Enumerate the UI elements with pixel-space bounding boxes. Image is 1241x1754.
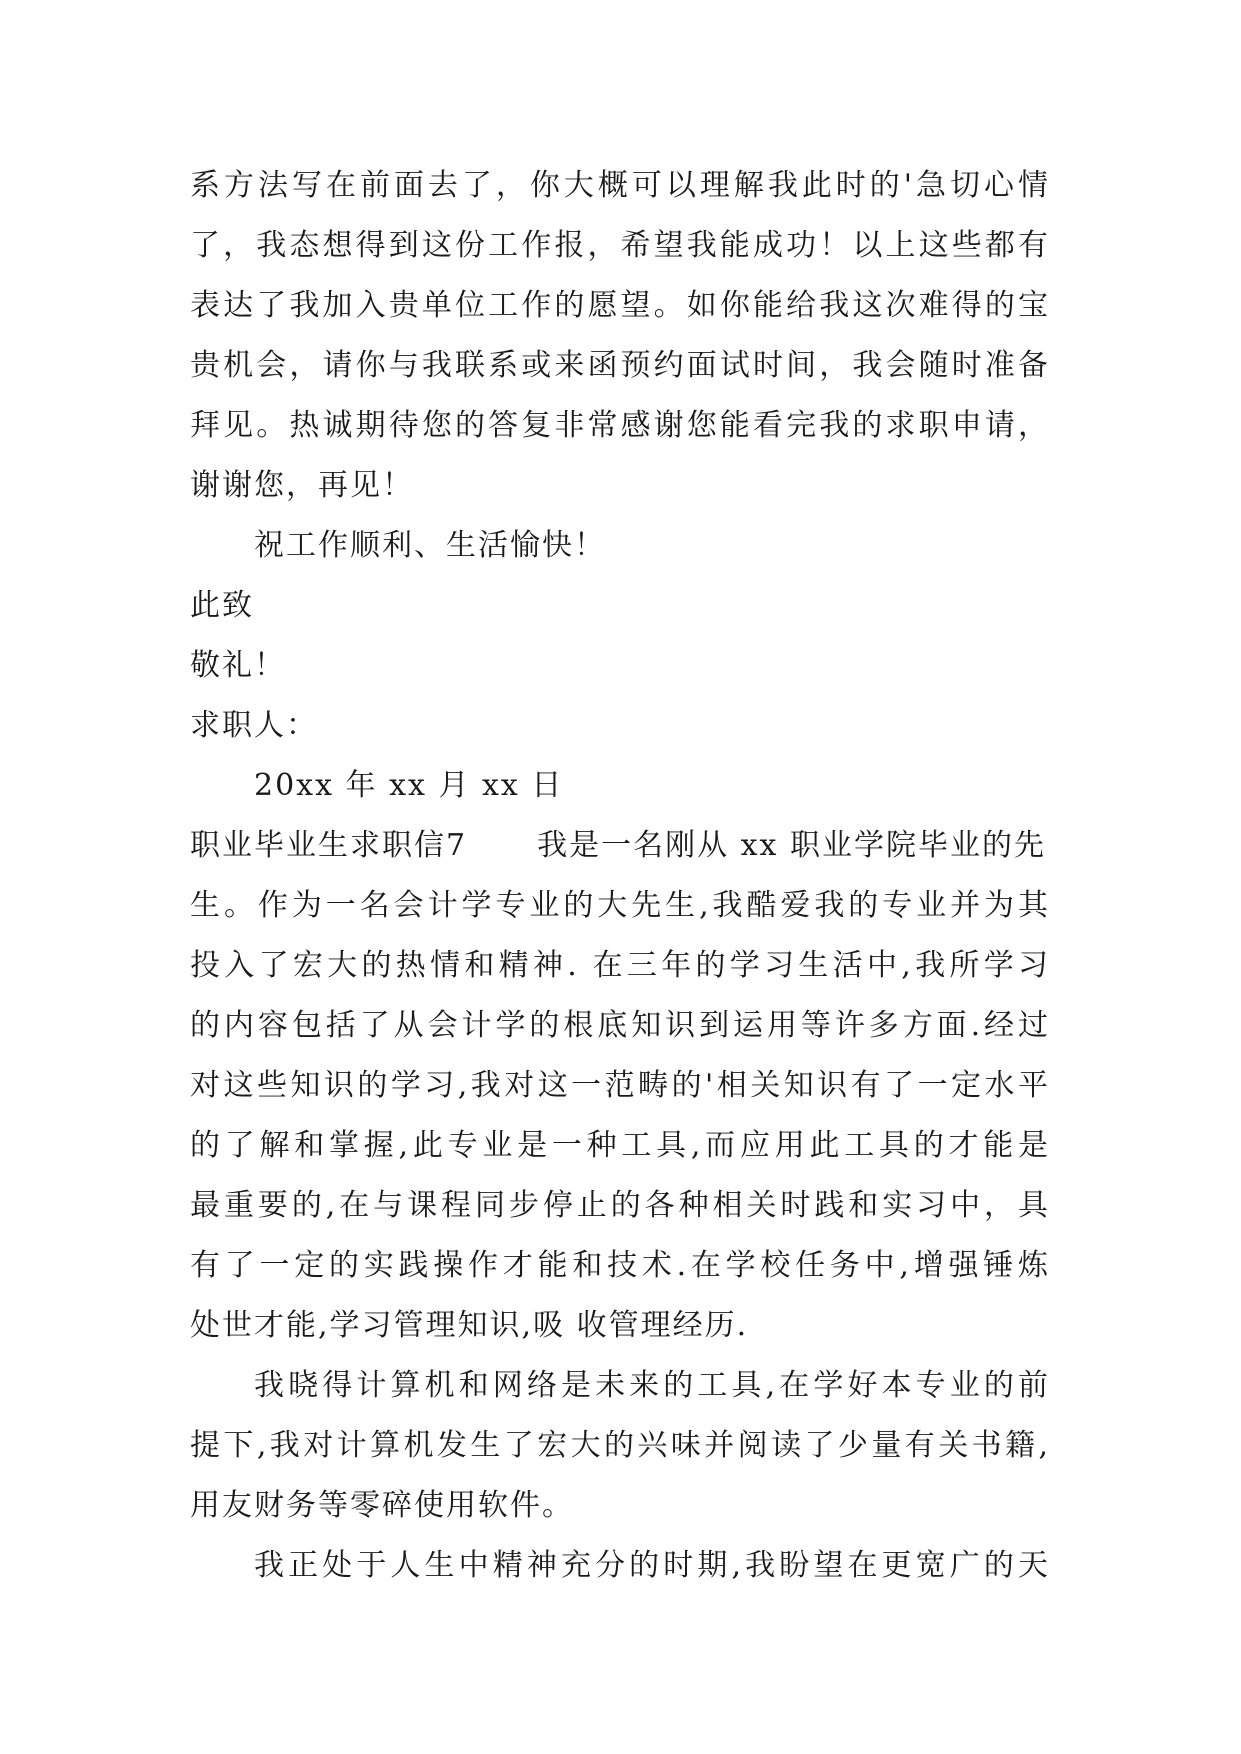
paragraph-line: 最重要的,在与课程同步停止的各种相关时践和实习中，具 <box>190 1188 1050 1223</box>
paragraph-line: 了，我态想得到这份工作报，希望我能成功！以上这些都有 <box>190 228 1050 263</box>
letter-heading-line <box>190 826 1046 866</box>
paragraph-line: 我晓得计算机和网络是未来的工具,在学好本专业的前 <box>254 1368 1050 1403</box>
paragraph-line: 拜见。热诚期待您的答复非常感谢您能看完我的求职申请， <box>190 408 1050 443</box>
paragraph-line: 有了一定的实践操作才能和技术.在学校任务中,增强锤炼 <box>190 1248 1050 1283</box>
paragraph-line: 用友财务等零碎使用软件。 <box>190 1488 574 1523</box>
paragraph-line: 表达了我加入贵单位工作的愿望。如你能给我这次难得的宝 <box>190 288 1050 323</box>
paragraph-line: 贵机会，请你与我联系或来函预约面试时间，我会随时准备 <box>190 348 1050 383</box>
paragraph-line: 的内容包括了从会计学的根底知识到运用等许多方面.经过 <box>190 1008 1050 1043</box>
paragraph-line: 投入了宏大的热情和精神. 在三年的学习生活中,我所学习 <box>190 948 1050 983</box>
letter-date: 20xx 年 xx 月 xx 日 <box>254 768 564 803</box>
paragraph-line: 对这些知识的学习,我对这一范畴的'相关知识有了一定水平 <box>190 1068 1050 1103</box>
paragraph-text: 我是一名刚从 xx 职业学院毕业的先 <box>537 828 1047 863</box>
salutation: 敬礼！ <box>190 648 286 683</box>
paragraph-line: 处世才能,学习管理知识,吸 收管理经历. <box>190 1308 749 1343</box>
salutation: 此致 <box>190 588 254 623</box>
signer-label: 求职人： <box>190 708 318 743</box>
closing-wish: 祝工作顺利、生活愉快！ <box>254 528 606 563</box>
paragraph-line: 谢谢您，再见！ <box>190 468 414 503</box>
paragraph-line: 的了解和掌握,此专业是一种工具,而应用此工具的才能是 <box>190 1128 1050 1163</box>
letter-heading: 职业毕业生求职信7 <box>190 828 468 863</box>
paragraph-line: 生。作为一名会计学专业的大先生,我酷爱我的专业并为其 <box>190 888 1050 923</box>
paragraph-line: 系方法写在前面去了，你大概可以理解我此时的'急切心情 <box>190 168 1050 203</box>
paragraph-line: 提下,我对计算机发生了宏大的兴味并阅读了少量有关书籍, <box>190 1428 1050 1463</box>
paragraph-line: 我正处于人生中精神充分的时期,我盼望在更宽广的天 <box>254 1548 1050 1583</box>
